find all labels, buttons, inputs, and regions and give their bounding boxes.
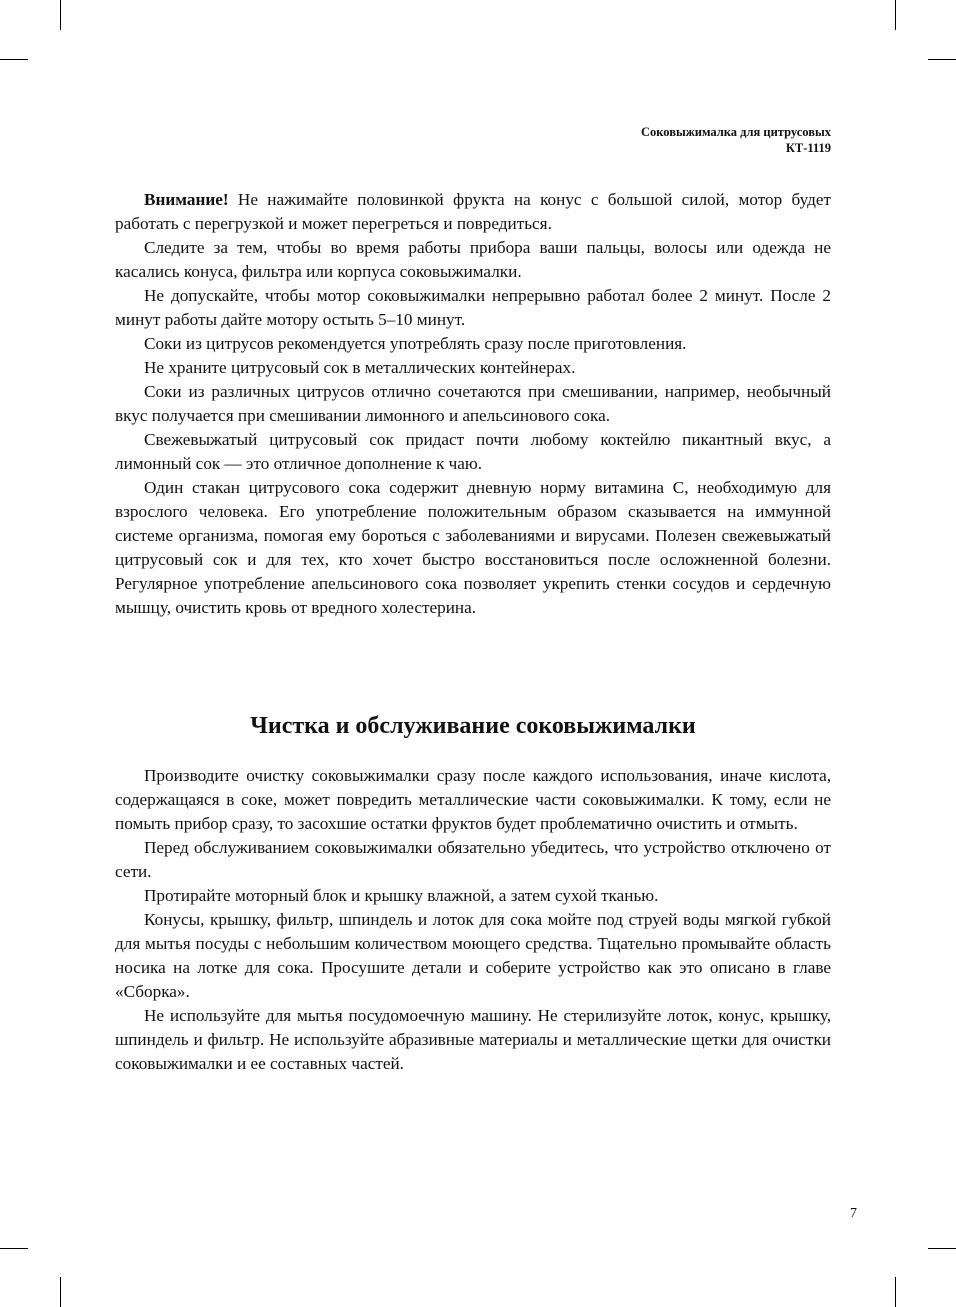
crop-mark (60, 1277, 61, 1307)
paragraph: Не допускайте, чтобы мотор соковыжималки непрерывно работал более 2 минут. После 2 минут работы дайте мотору остыть 5–10 минут. (115, 286, 831, 329)
section-cleaning (115, 764, 831, 1076)
crop-mark (928, 59, 956, 60)
paragraph: Не используйте для мытья посудомоечную машину. Не стерилизуйте лоток, конус, крышку, шпиндель и фильтр. Не используйте абразивные материалы и металлические щетки для очистки соковыжималки и ее составных частей. (115, 1006, 831, 1073)
paragraph: Один стакан цитрусового сока содержит дневную норму витамина С, необходимую для взрослого человека. Его употребление положительным образом сказывается на иммунной системе организма, помогая ему бороться с заболеваниями и вирусами. Полезен свежевыжатый цитрусовый сок и для тех, кто хочет быстро восстановиться после осложненной болезни. Регулярное употребление апельсинового сока позволяет укрепить стенки сосудов и сердечную мышцу, очистить кровь от вредного холестерина. (115, 478, 831, 617)
paragraph: Свежевыжатый цитрусовый сок придаст почти любому коктейлю пикантный вкус, а лимонный сок — это отличное дополнение к чаю. (115, 430, 831, 473)
paragraph: Следите за тем, чтобы во время работы прибора ваши пальцы, волосы или одежда не касались конуса, фильтра или корпуса соковыжималки. (115, 238, 831, 281)
crop-mark (928, 1248, 956, 1249)
paragraph: Конусы, крышку, фильтр, шпиндель и лоток для сока мойте под струей воды мягкой губкой для мытья посуды с небольшим количеством моющего средства. Тщательно промывайте область носика на лотке для сока. Просушите детали и соберите устройство как это описано в главе «Сборка». (115, 910, 831, 1001)
header-product-name: Соковыжималка для цитрусовых (640, 125, 831, 139)
page-number: 7 (850, 1206, 857, 1221)
crop-mark (0, 59, 28, 60)
paragraph: Протирайте моторный блок и крышку влажной, а затем сухой тканью. (144, 886, 659, 905)
paragraph: Соки из различных цитрусов отлично сочетаются при смешивании, например, необычный вкус получается при смешивании лимонного и апельсинового сока. (115, 382, 831, 425)
crop-mark (0, 1248, 28, 1249)
crop-mark (895, 0, 896, 30)
crop-mark (895, 1277, 896, 1307)
section-warnings (115, 188, 831, 620)
paragraph-warning: Внимание! Не нажимайте половинкой фрукта на конус с большой силой, мотор будет работать с перегрузкой и может перегреться и повредиться. (115, 190, 831, 233)
section-title: Чистка и обслуживание соковыжималки (250, 713, 696, 739)
paragraph: Производите очистку соковыжималки сразу после каждого использования, иначе кислота, содержащаяся в соке, может повредить металлические части соковыжималки. К тому, если не помыть прибор сразу, то засохшие остатки фруктов будет проблематично очистить и отмыть. (115, 766, 831, 833)
paragraph: Перед обслуживанием соковыжималки обязательно убедитесь, что устройство отключено от сети. (115, 838, 831, 881)
running-header (641, 124, 831, 156)
crop-mark (60, 0, 61, 30)
header-model: КТ-1119 (785, 141, 831, 155)
warning-label: Внимание! (144, 190, 229, 209)
paragraph: Не храните цитрусовый сок в металлических контейнерах. (144, 358, 576, 377)
paragraph: Соки из цитрусов рекомендуется употреблять сразу после приготовления. (144, 334, 687, 353)
